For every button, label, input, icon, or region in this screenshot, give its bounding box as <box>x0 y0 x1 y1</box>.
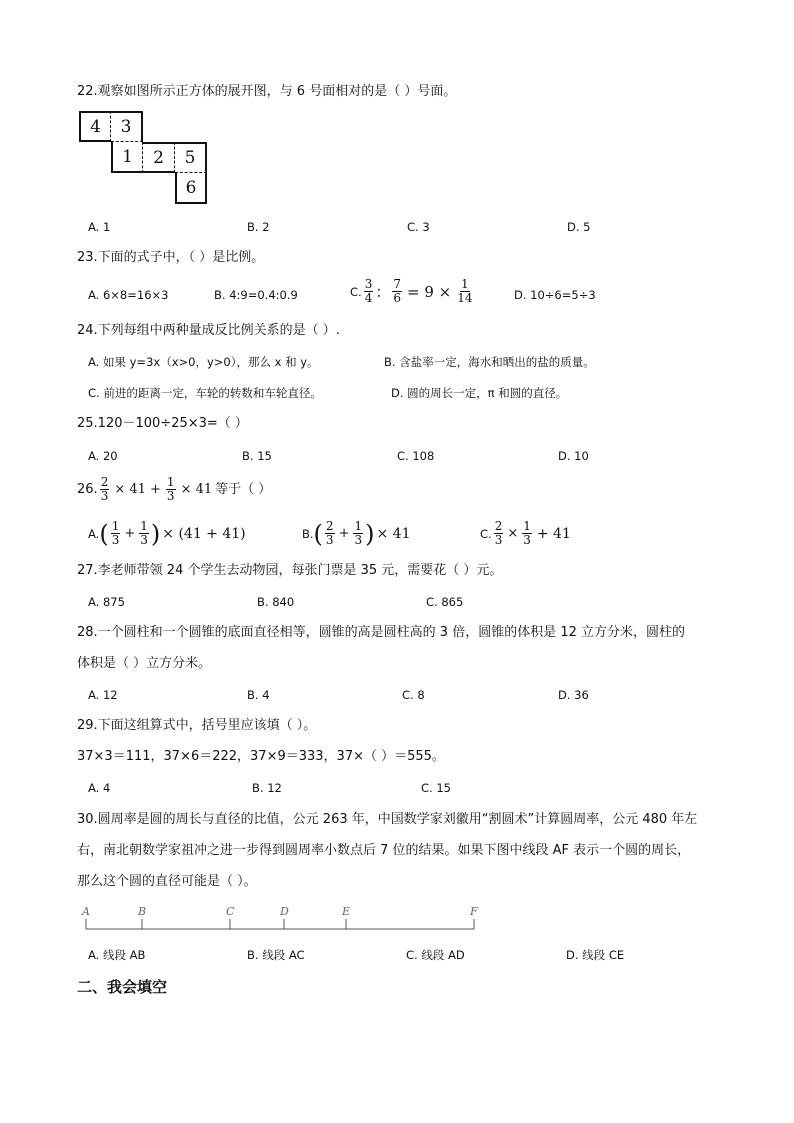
q26a-fraction-1: $\frac{1}{3}$ <box>111 519 120 547</box>
segment-point-d: D <box>280 905 289 918</box>
q30-option-a[interactable]: A. 线段 AB <box>88 948 146 962</box>
q26c-fraction-1: $\frac{2}{3}$ <box>494 519 503 547</box>
q23c-fraction-3: $\frac{1}{14}$ <box>457 277 473 305</box>
q26a-close-paren: ) <box>150 519 161 548</box>
q22-text: 22.观察如图所示正方体的展开图，与 6 号面相对的是（ ）号面。 <box>77 84 457 99</box>
segment-point-b: B <box>138 905 147 918</box>
q26c-times: × <box>507 525 519 541</box>
segment-point-f: F <box>470 905 478 918</box>
q26-number: 26. <box>77 481 98 497</box>
q27-option-a[interactable]: A. 875 <box>88 595 125 609</box>
segment-point-c: C <box>226 905 235 918</box>
q26-term-2: × 41 <box>180 481 213 497</box>
q26c-rest: + 41 <box>536 525 571 542</box>
q28-text-line-1: 28.一个圆柱和一个圆锥的底面直径相等，圆锥的高是圆柱高的 3 倍，圆锥的体积是 12 立方分米，圆柱的 <box>77 625 686 640</box>
segment-point-e: E <box>342 905 351 918</box>
q24-option-c[interactable]: C. 前进的距离一定，车轮的转数和车轮直径。 <box>88 386 322 400</box>
q25-option-d[interactable]: D. 10 <box>558 449 589 463</box>
q26c-label: C. <box>480 526 492 541</box>
q28-text-line-2: 体积是（ ）立方分米。 <box>77 656 212 671</box>
q23c-equals: = 9 × <box>406 282 452 301</box>
q25-text: 25.120－100÷25×3=（ ） <box>77 416 248 431</box>
segment-point-a: A <box>82 905 90 918</box>
q25-option-c[interactable]: C. 108 <box>397 449 435 463</box>
q30-text-line-3: 那么这个圆的直径可能是（ ）。 <box>77 874 257 889</box>
q28-option-a[interactable]: A. 12 <box>88 688 118 702</box>
net-face-2: 2 <box>143 142 175 173</box>
q29-option-b[interactable]: B. 12 <box>252 781 282 795</box>
net-face-3: 3 <box>111 111 143 142</box>
q23-option-a[interactable]: A. 6×8=16×3 <box>88 288 169 302</box>
q26b-fraction-2: $\frac{1}{3}$ <box>354 519 363 547</box>
q26a-rest: × (41 + 41) <box>162 525 246 542</box>
q29-option-c[interactable]: C. 15 <box>421 781 451 795</box>
q27-option-b[interactable]: B. 840 <box>257 595 295 609</box>
q26b-plus: + <box>338 525 350 541</box>
net-face-6: 6 <box>175 173 207 204</box>
q24-text: 24.下列每组中两种量成反比例关系的是（ ）. <box>77 323 340 338</box>
q30-option-c[interactable]: C. 线段 AD <box>406 948 465 962</box>
net-face-5: 5 <box>175 142 207 173</box>
q25-option-a[interactable]: A. 20 <box>88 449 118 463</box>
q26-suffix: 等于（ ） <box>215 481 272 497</box>
q22-option-c[interactable]: C. 3 <box>407 220 430 234</box>
q23c-label: C. <box>350 284 362 299</box>
net-face-4: 4 <box>79 111 111 142</box>
q30-option-d[interactable]: D. 线段 CE <box>566 948 625 962</box>
q22-option-d[interactable]: D. 5 <box>567 220 591 234</box>
q23-text: 23.下面的式子中，（ ）是比例。 <box>77 250 265 265</box>
q28-option-d[interactable]: D. 36 <box>558 688 589 702</box>
q26a-plus: + <box>124 525 136 541</box>
q23c-ratio-sign: ： <box>375 282 391 301</box>
q26b-fraction-1: $\frac{2}{3}$ <box>325 519 334 547</box>
section-2-heading: 二、我会填空 <box>77 978 168 996</box>
q27-option-c[interactable]: C. 865 <box>426 595 464 609</box>
q26b-close-paren: ) <box>365 519 375 548</box>
q30-text-line-2: 右，南北朝数学家祖冲之进一步得到圆周率小数点后 7 位的结果。如果下图中线段 AF 表示一个圆的周长， <box>77 843 691 858</box>
q26-fraction-1: $\frac{2}{3}$ <box>100 475 109 503</box>
q24-option-b[interactable]: B. 含盐率一定，海水和晒出的盐的质量。 <box>384 355 595 369</box>
q26a-label: A. <box>88 526 100 541</box>
q30-option-b[interactable]: B. 线段 AC <box>247 948 305 962</box>
q26b-open-paren: ( <box>313 519 323 548</box>
q28-option-c[interactable]: C. 8 <box>402 688 425 702</box>
q29-text: 29.下面这组算式中，括号里应该填（ ）。 <box>77 718 317 733</box>
q23c-fraction-1: $\frac{3}{4}$ <box>364 277 373 305</box>
q29-formula: 37×3＝111，37×6＝222，37×9＝333，37×（ ）＝555。 <box>77 749 445 764</box>
q24-option-a[interactable]: A. 如果 y=3x（x>0，y>0），那么 x 和 y。 <box>88 355 319 369</box>
q26-fraction-2: $\frac{1}{3}$ <box>166 475 175 503</box>
q26b-rest: × 41 <box>376 525 411 542</box>
q30-text-line-1: 30.圆周率是圆的周长与直径的比值，公元 263 年，中国数学家刘徽用“割圆术”计算圆周率，公元 480 年左 <box>77 812 698 827</box>
q23c-fraction-2: $\frac{7}{6}$ <box>393 277 401 305</box>
q26a-open-paren: ( <box>99 519 109 548</box>
q26c-fraction-2: $\frac{1}{3}$ <box>523 519 531 547</box>
q22-option-b[interactable]: B. 2 <box>247 220 270 234</box>
q26a-fraction-2: $\frac{1}{3}$ <box>140 519 148 547</box>
q22-option-a[interactable]: A. 1 <box>88 220 111 234</box>
q26b-label: B. <box>302 526 314 541</box>
q25-option-b[interactable]: B. 15 <box>242 449 272 463</box>
q24-option-d[interactable]: D. 圆的周长一定，π 和圆的直径。 <box>391 386 568 400</box>
q26-term-1: × 41 + <box>114 481 161 497</box>
net-face-1: 1 <box>111 142 143 173</box>
q27-text: 27.李老师带领 24 个学生去动物园，每张门票是 35 元，需要花（ ）元。 <box>77 563 503 578</box>
q23-option-b[interactable]: B. 4:9=0.4:0.9 <box>214 288 298 302</box>
q29-option-a[interactable]: A. 4 <box>88 781 111 795</box>
q28-option-b[interactable]: B. 4 <box>247 688 270 702</box>
q23-option-d[interactable]: D. 10÷6=5÷3 <box>514 288 596 302</box>
